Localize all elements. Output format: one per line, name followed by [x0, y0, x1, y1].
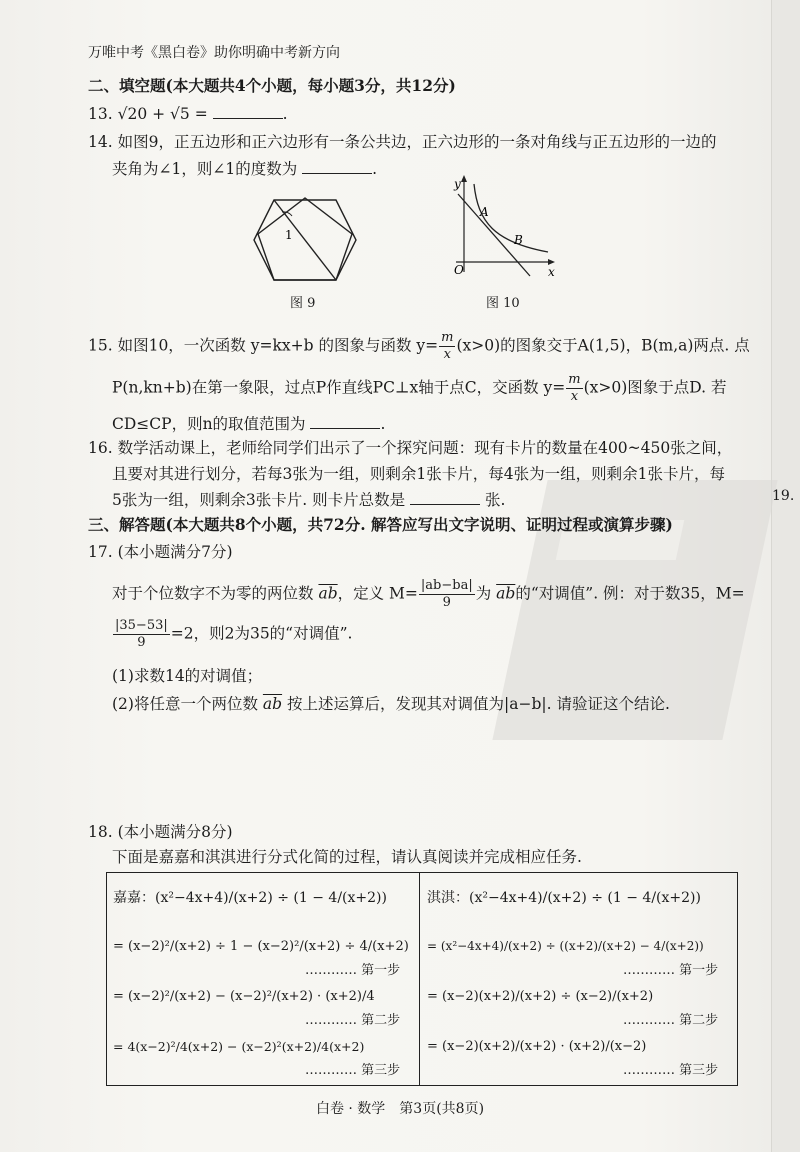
q13: 13. √20 + √5 = . [88, 105, 288, 123]
angle-1-label: 1 [285, 228, 293, 242]
qiqi-step2-label: ………… 第二步 [623, 1013, 719, 1028]
overline-ab: $\overline{ab}$ [262, 695, 283, 713]
jiajia-step3-label: ………… 第三步 [305, 1063, 401, 1078]
q16-answer-blank[interactable] [410, 490, 480, 505]
q15-line1-a: 15. 如图10，一次函数 y=kx+b 的图象与函数 y= [88, 336, 439, 355]
q17-part2-a: (2)将任意一个两位数 [112, 695, 258, 713]
q13-answer-blank[interactable] [213, 104, 283, 119]
figure-9 [248, 192, 360, 288]
q17-line2 [112, 618, 352, 651]
fraction-denominator: 9 [442, 595, 451, 610]
jiajia-name: 嘉嘉： [113, 890, 155, 906]
q15-line2 [112, 372, 727, 405]
next-page-edge [771, 0, 800, 1152]
q14-line1: 14. 如图9，正五边形和正六边形有一条公共边，正六边形的一条对角线与正五边形的一边的 [88, 133, 717, 151]
section3-title: 三、解答题(本大题共8个小题，共72分. 解答应写出文字说明、证明过程或演算步骤) [88, 515, 673, 534]
q16-line3 [112, 488, 505, 510]
overline-ab: $\overline{ab}$ [318, 584, 338, 603]
y-axis-arrow [461, 175, 467, 182]
fraction-numerator: m [568, 372, 581, 387]
figure-10 [448, 172, 560, 284]
y-axis-label: y [454, 177, 461, 191]
q14-answer-blank[interactable] [302, 159, 372, 174]
qiqi-step1: = (x²−4x+4)/(x+2) ÷ ((x+2)/(x+2) − 4/(x+2)) [427, 939, 704, 953]
q17-definition-fraction [419, 578, 475, 611]
q15-fraction-2 [566, 372, 582, 405]
q14-line2: 夹角为∠1，则∠1的度数为 . [112, 160, 378, 178]
q15-answer-blank[interactable] [310, 414, 380, 429]
jiajia-step1-label: ………… 第一步 [305, 963, 401, 978]
origin-label: O [454, 263, 464, 277]
q18-heading: 18. (本小题满分8分) [88, 823, 233, 841]
qiqi-step3-label: ………… 第三步 [623, 1063, 719, 1078]
q15-line3-text: CD≤CP，则n的取值范围为 [112, 415, 306, 433]
jiajia-step2: = (x−2)²/(x+2) − (x−2)²/(x+2) · (x+2)/4 [113, 989, 375, 1004]
table-divider [419, 873, 420, 1085]
qiqi-step1-label: ………… 第一步 [623, 963, 719, 978]
fraction-numerator: |ab−ba| [420, 578, 473, 593]
qiqi-step2: = (x−2)(x+2)/(x+2) ÷ (x−2)/(x+2) [427, 989, 654, 1004]
q16-line2: 且要对其进行划分，若每3张为一组，则剩余1张卡片，每4张为一组，则剩余1张卡片，每 [112, 465, 725, 483]
qiqi-expression [427, 887, 701, 907]
q17-example-fraction [113, 618, 170, 651]
side-question-number: 19. [772, 488, 795, 504]
q16-line3-text: 5张为一组，则剩余3张卡片. 则卡片总数是 [112, 491, 406, 509]
comparison-table [106, 872, 738, 1086]
q16-tail: 张. [484, 491, 506, 509]
q13-number: 13. [88, 105, 113, 123]
q15-fraction [439, 330, 455, 363]
jiajia-step1: = (x−2)²/(x+2) ÷ 1 − (x−2)²/(x+2) ÷ 4/(x+2) [113, 939, 409, 954]
q15-line1 [88, 330, 750, 363]
q17-part2 [112, 692, 670, 714]
x-axis-label: x [548, 265, 555, 279]
fraction-denominator: x [443, 347, 451, 362]
q15-line2-b: (x>0)图象于点D. 若 [583, 378, 727, 397]
qiqi-expr: (x²−4x+4)/(x+2) ÷ (1 − 4/(x+2)) [469, 890, 701, 906]
jiajia-expression [113, 887, 387, 907]
q16-line1: 16. 数学活动课上，老师给同学们出示了一个探究问题：现有卡片的数量在400~450张之间， [88, 439, 733, 457]
q17-line2-text: =2，则2为35的“对调值”. [170, 624, 353, 643]
point-b-label: B [514, 233, 523, 247]
qiqi-step3: = (x−2)(x+2)/(x+2) · (x+2)/(x−2) [427, 1039, 647, 1054]
fraction-numerator: m [441, 330, 454, 345]
jiajia-expr: (x²−4x+4)/(x+2) ÷ (1 − 4/(x+2)) [155, 890, 387, 906]
q17-line1 [112, 578, 745, 611]
q17-line1-c: 为 [475, 584, 492, 603]
fig10-caption: 图 10 [486, 296, 520, 311]
section2-title: 二、填空题(本大题共4个小题，每小题3分，共12分) [88, 76, 456, 95]
q17-line1-b: ，定义 M= [337, 584, 418, 603]
q17-line1-a: 对于个位数字不为零的两位数 [112, 584, 314, 603]
q17-line1-d: 的“对调值”. 例：对于数35，M= [515, 584, 745, 603]
q14-line2-text: 夹角为∠1，则∠1的度数为 [112, 160, 298, 178]
point-a-label: A [480, 205, 489, 219]
overline-ab: $\overline{ab}$ [496, 584, 516, 603]
page-footer: 白卷 · 数学 第3页(共8页) [315, 1101, 485, 1117]
q17-part1: (1)求数14的对调值； [112, 667, 263, 685]
jiajia-step2-label: ………… 第二步 [305, 1013, 401, 1028]
fraction-denominator: 9 [137, 635, 146, 650]
fraction-numerator: |35−53| [115, 618, 168, 633]
q15-line1-b: (x>0)的图象交于A(1,5)，B(m,a)两点. 点 [456, 336, 750, 355]
q15-line2-a: P(n,kn+b)在第一象限，过点P作直线PC⊥x轴于点C，交函数 y= [112, 378, 566, 397]
q15-line3: CD≤CP，则n的取值范围为 . [112, 415, 386, 433]
jiajia-step3: = 4(x−2)²/4(x+2) − (x−2)²(x+2)/4(x+2) [113, 1039, 365, 1054]
page-header: 万唯中考《黑白卷》助你明确中考新方向 [88, 45, 340, 61]
q18-intro: 下面是嘉嘉和淇淇进行分式化简的过程，请认真阅读并完成相应任务. [112, 848, 582, 866]
fig9-caption: 图 9 [290, 296, 316, 311]
q17-part2-b: 按上述运算后，发现其对调值为|a−b|. 请验证这个结论. [287, 695, 670, 713]
fraction-denominator: x [570, 389, 579, 404]
q17-heading: 17. (本小题满分7分) [88, 543, 233, 561]
q13-expression: √20 + √5 = [117, 105, 208, 123]
qiqi-name: 淇淇： [427, 890, 469, 906]
